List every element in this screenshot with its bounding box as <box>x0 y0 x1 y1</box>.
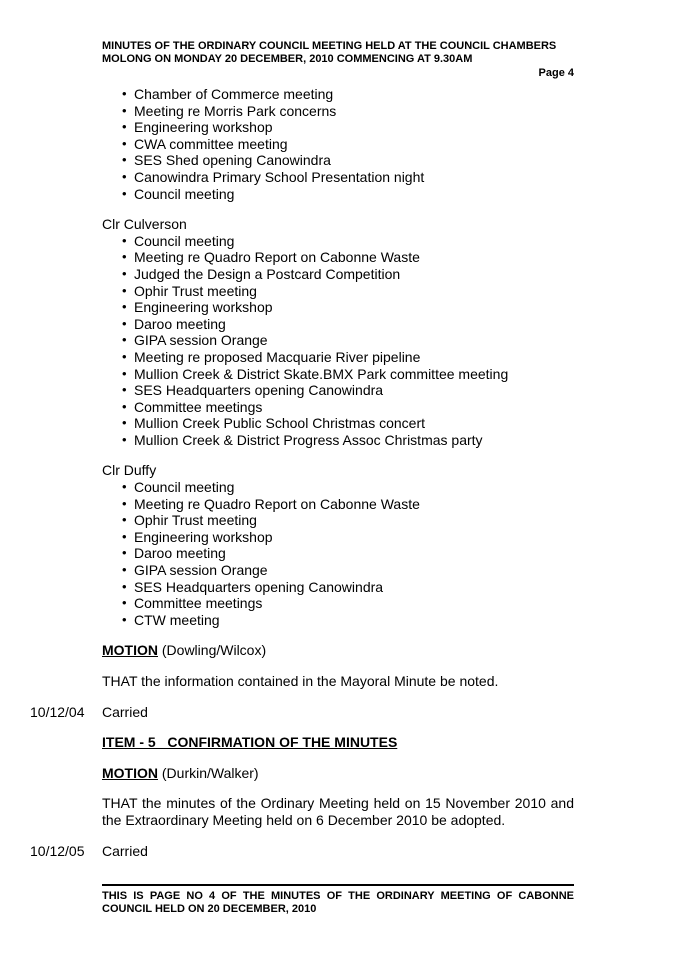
resolution-result: Carried <box>102 703 148 720</box>
list-item: • Engineering workshop <box>102 529 574 546</box>
list-item: • Mullion Creek & District Progress Assoc Christmas party <box>102 432 574 449</box>
resolution-row-2 <box>30 842 574 860</box>
list-item: • Meeting re Quadro Report on Cabonne Waste <box>102 496 574 513</box>
list-item: • Ophir Trust meeting <box>102 512 574 529</box>
list-item: • SES Headquarters opening Canowindra <box>102 382 574 399</box>
list-item: • Daroo meeting <box>102 545 574 562</box>
activity-list-culverson <box>102 233 574 449</box>
councillor-name-duffy: Clr Duffy <box>102 462 157 479</box>
list-item: • SES Headquarters opening Canowindra <box>102 579 574 596</box>
list-item: • Mullion Creek & District Skate.BMX Park committee meeting <box>102 366 574 383</box>
list-item: • Chamber of Commerce meeting <box>102 86 574 103</box>
list-item: • Canowindra Primary School Presentation night <box>102 169 574 186</box>
resolution-result: Carried <box>102 842 148 859</box>
motion-text-2: THAT the minutes of the Ordinary Meeting held on 15 November 2010 and the Extraordinary Meeting held on 6 December 2010 be adopted. <box>102 795 574 828</box>
list-item: • GIPA session Orange <box>102 562 574 579</box>
resolution-number: 10/12/05 <box>30 842 85 859</box>
list-item: • Engineering workshop <box>102 119 574 136</box>
activity-list-duffy <box>102 479 574 628</box>
resolution-number: 10/12/04 <box>30 703 85 720</box>
list-item: • Judged the Design a Postcard Competition <box>102 266 574 283</box>
page-header <box>102 40 574 79</box>
page-footer <box>102 884 574 916</box>
list-item: • CWA committee meeting <box>102 136 574 153</box>
list-item: • SES Shed opening Canowindra <box>102 152 574 169</box>
motion-text-1: THAT the information contained in the Mayoral Minute be noted. <box>102 673 499 689</box>
header-title-line-1: MINUTES OF THE ORDINARY COUNCIL MEETING HELD AT THE COUNCIL CHAMBERS <box>102 40 557 52</box>
motion-heading-1 <box>102 642 574 659</box>
list-item: • Engineering workshop <box>102 299 574 316</box>
councillor-name-culverson: Clr Culverson <box>102 216 187 233</box>
list-item: • Council meeting <box>102 479 574 496</box>
activity-list-top <box>102 86 574 202</box>
list-item: • Committee meetings <box>102 399 574 416</box>
page-number: Page 4 <box>538 67 574 79</box>
list-item: • Meeting re Quadro Report on Cabonne Waste <box>102 249 574 266</box>
footer-rule <box>102 884 574 886</box>
list-item: • Meeting re Morris Park concerns <box>102 103 574 120</box>
motion-movers: (Durkin/Walker) <box>158 764 259 781</box>
motion-label: MOTION <box>102 642 158 659</box>
list-item: • Meeting re proposed Macquarie River pipeline <box>102 349 574 366</box>
footer-text: THIS IS PAGE NO 4 OF THE MINUTES OF THE ORDINARY MEETING OF CABONNE COUNCIL HELD ON 20 DECEMBER, 2010 <box>102 890 574 915</box>
document-body <box>30 86 574 859</box>
list-item: • Ophir Trust meeting <box>102 283 574 300</box>
list-item: • Daroo meeting <box>102 316 574 333</box>
motion-heading-2 <box>102 765 574 782</box>
list-item: • Committee meetings <box>102 595 574 612</box>
motion-label: MOTION <box>102 764 158 781</box>
list-item: • Council meeting <box>102 186 574 203</box>
list-item: • Mullion Creek Public School Christmas concert <box>102 415 574 432</box>
resolution-row-1 <box>30 703 574 721</box>
header-title-line-2: MOLONG ON MONDAY 20 DECEMBER, 2010 COMMENCING AT 9.30AM <box>102 53 473 65</box>
item-heading: ITEM - 5 CONFIRMATION OF THE MINUTES <box>102 734 398 751</box>
list-item: • Council meeting <box>102 233 574 250</box>
list-item: • GIPA session Orange <box>102 332 574 349</box>
list-item: • CTW meeting <box>102 612 574 629</box>
motion-movers: (Dowling/Wilcox) <box>158 642 267 659</box>
